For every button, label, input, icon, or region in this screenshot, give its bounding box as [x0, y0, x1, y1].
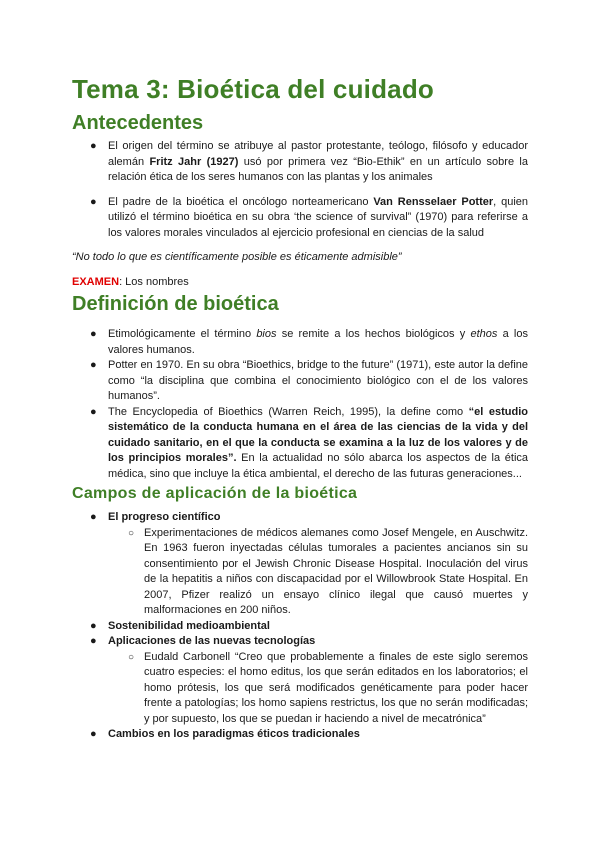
list-item: ● The Encyclopedia of Bioethics (Warren Reich, 1995), la define como “el estudio sistemático de la conducta humana en el área de las ciencias de la vida y del cuidado sanitario, en el que la conducta se examina a la luz de los valores y de los principios morales”. En la actualidad no sólo abarca los aspectos de la ética médica, sino que incluye la ética ambiental, el derecho de las futuras generaciones... [90, 405, 528, 480]
bullet-icon: ● [90, 635, 97, 647]
list-item: ● Cambios en los paradigmas éticos tradicionales [72, 727, 528, 743]
circle-bullet-icon: ○ [128, 651, 135, 663]
bullet-icon: ● [90, 195, 97, 208]
sub-list-item: ○ Experimentaciones de médicos alemanes como Josef Mengele, en Auschwitz. En 1963 fueron inyectadas células tumorales a pacientes ancianos sin su consentimiento por el Jewish Chronic Disease Hospital. Inoculación del virus de la hepatitis a niños con discapacidad por el Willowbrook State Hospital. En 2007, Pfizer realizó un ensayo clínico ilegal que causó muertes y malformaciones en 200 niños. [128, 526, 528, 616]
circle-bullet-icon: ○ [128, 527, 135, 539]
definicion-list [72, 327, 528, 482]
bullet-icon: ● [90, 511, 97, 523]
bullet-icon: ● [90, 728, 97, 740]
list-item: ● Etimológicamente el término bios se remite a los hechos biológicos y ethos a los valores humanos. [90, 328, 528, 356]
campos-list [72, 510, 528, 743]
campos-block [72, 510, 528, 743]
quote-text: “No todo lo que es científicamente posible es éticamente admisible” [72, 251, 402, 263]
document-title: Tema 3: Bioética del cuidado [72, 74, 434, 104]
exam-label: EXAMEN [72, 275, 120, 288]
bullet-icon: ● [90, 619, 97, 632]
bullet-icon: ● [90, 328, 97, 340]
antecedentes-list [72, 139, 528, 241]
antecedentes-block [72, 139, 528, 290]
bullet-icon: ● [90, 140, 97, 152]
list-item: ● El padre de la bioética el oncólogo norteamericano Van Rensselaer Potter, quien utilizó el término bioética en su obra ‘the science of survival” (1970) para referirse a los valores morales vinculados al ejercicio profesional en ciencias de la salud [90, 195, 529, 239]
sub-list-item: ○ Eudald Carbonell “Creo que probablemente a finales de este siglo seremos cuatro especies: el homo editus, los que serán editados en los laboratorios; el homo prótesis, los que será modificados genéticamente para poder hacer frente a patologías; los homo sapiens restrictus, los que no serán modificadas; y por supuesto, los que se puedan ir haciendo a nivel de mecatrónica” [128, 650, 528, 725]
list-item: ● Aplicaciones de las nuevas tecnologías [72, 634, 528, 650]
section-heading-antecedentes: Antecedentes [72, 112, 204, 134]
list-item: ● Sostenibilidad medioambiental [72, 619, 528, 635]
list-item: ● El progreso científico [72, 510, 528, 526]
definicion-block [72, 327, 528, 482]
section-heading-definicion: Definición de bioética [72, 293, 279, 315]
list-item: ● El origen del término se atribuye al pastor protestante, teólogo, filósofo y educador alemán Fritz Jahr (1927) usó por primera vez “Bio-Ethik” en un artículo sobre la relación ética de los seres humanos con las plantas y los animales [90, 140, 528, 183]
list-item: ● Potter en 1970. En su obra “Bioethics, bridge to the future” (1971), este autor la define como “la disciplina que combina el conocimiento biológico con el de los valores humanos”. [90, 359, 528, 402]
bullet-icon: ● [90, 359, 97, 371]
exam-note: EXAMEN: Los nombres [72, 275, 189, 288]
bullet-icon: ● [90, 405, 97, 418]
section-heading-campos: Campos de aplicación de la bioética [72, 485, 358, 502]
